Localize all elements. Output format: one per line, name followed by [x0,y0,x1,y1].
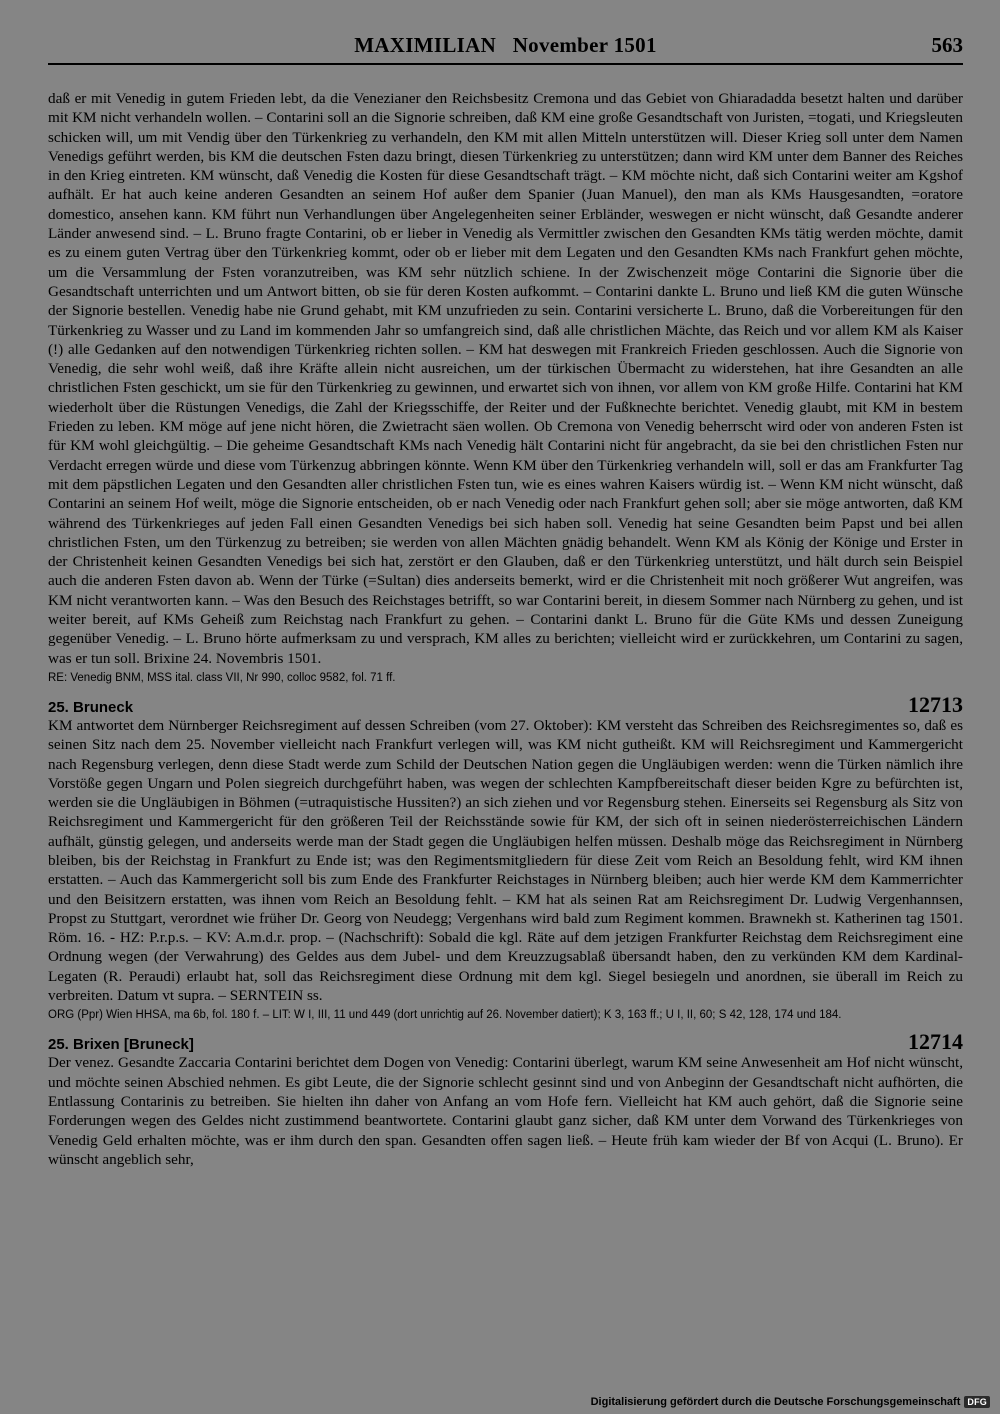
entry-text: KM antwortet dem Nürnberger Reichsregiment auf dessen Schreiben (vom 27. Oktober): KM versteht das Schreiben des Reichsregimentes so, daß es seinen Sitz nach dem 25. November vielleicht nach Frankfurt verlegen will, was KM nicht gutheißt. KM will Reichsregiment und Kammergericht nach Regensburg verlegen, denn diese Stadt werde zum Schild der Deutschen Nation gegen die Ungläubigen werden: wenn die Türken nämlich ihre Vorstöße gegen Ungarn und Polen siegreich durchgeführt haben, was wegen der schlechten Kampfbereitschaft dieser beiden Kgre zu befürchten ist, werden sie die Ungläubigen in Böhmen (=utraquistische Hussiten?) an sich ziehen und vor Regensburg stehen. Einerseits sei Regensburg als Sitz von Reichsregiment und Kammergericht für den größeren Teil der Reichsstände sowie für KM, der sich oft in seinen niederösterreichischen Ländern aufhält, günstig gelegen, und anderseits werde man der Stadt gegen die Ungläubigen helfen müssen. Deshalb möge das Reichsregiment in Nürnberg bleiben, bis der Reichstag in Frankfurt zu Ende ist; was den Regimentsmitgliedern für diese Zeit vom Reich an Besoldung fehlt, wird KM ihnen erstatten. – Auch das Kammergericht soll bis zum Ende des Frankfurter Reichstages in Nürnberg bleiben; auch hier werde KM dem Kammerrichter und den Beisitzern erstatten, was ihnen vom Reich an Besoldung fehlt. – KM hat als seinen Rat am Reichsregiment Dr. Ludwig Vergenhannsen, Propst zu Stuttgart, verordnet wie früher Dr. Georg von Neudegg; Vergenhans wird bald zum Regiment kommen. Brawnekh st. Katherinen tag 1501. Röm. 16. - HZ: P.r.p.s. – KV: A.m.d.r. prop. – (Nachschrift): Sobald die kgl. Räte auf dem jetzigen Frankfurter Reichstag dem Reichsregiment eine Ordnung wegen (der Verwahrung) des Geldes aus dem Jubel- und dem Kreuzzugsablaß übersandt haben, den zu verkünden KM dem Kardinal-Legaten (R. Peraudi) erlaubt hat, soll das Reichsregiment diese Ordnung mit dem kgl. Siegel besiegeln und anordnen, sie überall im Reich zu verbreiten. Datum vt supra. – SERNTEIN ss. [48,716,963,1005]
entry-header [48,691,963,717]
page-header [48,33,963,65]
entry-date: 25. Brixen [Bruneck] [48,1036,194,1054]
entry-date: 25. Bruneck [48,698,134,716]
dfg-logo: DFG [964,1396,990,1408]
footer [591,1396,990,1408]
entry-number: 12713 [908,691,963,717]
entry-text: Der venez. Gesandte Zaccaria Contarini berichtet dem Dogen von Venedig: Contarini überlegt, warum KM seine Anwesenheit am Hof nicht wünscht, und möchte seinen Abschied nehmen. Es gibt Leute, die der Signorie schlecht gesinnt sind und von Anbeginn der Gesandtschaft nicht aufhörten, die Entlassung Contarinis zu betreiben. Sie hielten ihn daher von Anfang an vom Hofe fern. Vielleicht hat KM auch gehört, daß die Signorie seine Forderungen wegen des Geldes nicht zustimmend beantwortete. Contarini glaubt ganz sicher, daß KM unter dem Vorwand des Türkenkrieges von Venedig Geld erhalten möchte, was er ihm durch den span. Gesandten offen sagen ließ. – Heute früh kam wieder der Bf von Acqui (L. Bruno). Er wünscht angeblich sehr, [48,1054,963,1168]
source-note: RE: Venedig BNM, MSS ital. class VII, Nr 990, colloc 9582, fol. 71 ff. [48,671,396,684]
entry-header [48,1029,963,1055]
funding-credit: Digitalisierung gefördert durch die Deutsche Forschungsgemeinschaft [590,1396,961,1408]
page-number: 563 [931,33,963,57]
entry-12713 [48,691,963,1023]
entry-12714 [48,1029,963,1169]
page-content [48,89,963,1169]
continuation-text: daß er mit Venedig in gutem Frieden lebt, da die Venezianer den Reichsbesitz Cremona und das Gebiet von Ghiaradadda besetzt halten und darüber mit KM nicht verhandeln wollen. – Contarini soll an die Signorie schreiben, daß KM eine große Gesandtschaft von Juristen, =togati, und Kriegsleuten schicken will, um mit Vendig über den Türkenkrieg zu verhandeln, den KM mit allen Mitteln unterstützen will. Dieser Krieg soll unter dem Namen Venedigs geführt werden, bis KM die deutschen Fsten dazu bringt, diesen Türkenkrieg zu unterstützen; dann wird KM unter dem Banner des Reiches in den Krieg eintreten. KM wünscht, daß Venedig die Kosten für diese Gesandtschaft trägt. – KM möchte nicht, daß sich Contarini weiter am Kgshof aufhält. Er hat auch keine anderen Gesandten an seinem Hof außer dem Spanier (Juan Manuel), den man als KMs Hausgesandten, =oratore domestico, ansehen kann. KM führt nun Verhandlungen über Angelegenheiten seiner Erbländer, weswegen er nicht wünscht, daß Gesandte anderer Länder anwesend sind. – L. Bruno fragte Contarini, ob er lieber in Venedig als Vermittler zwischen den Gesandten KMs tätig werden möchte, damit es zu einem guten Vertrag über den Türkenkrieg kommt, oder ob er lieber mit dem Legaten und den Gesandten KMs nach Frankfurt gehen möchte, um die Versammlung der Fsten voranzutreiben, was KM sehr nützlich schiene. In der Zwischenzeit möge Contarini die Signorie über die Gesandtschaft unterrichten und um Antwort bitten, ob sie für deren Kosten aufkommt. – Contarini dankte L. Bruno und ließ KM die guten Wünsche der Signorie bestellen. Venedig habe nie Grund gehabt, mit KM unzufrieden zu sein. Contarini versicherte L. Bruno, daß die Vorbereitungen für den Türkenkrieg zu Wasser und zu Land im kommenden Jahr so umfangreich sind, daß alle christlichen Mächte, das Reich und vor allem KM als Kaiser (!) alle Gedanken auf den notwendigen Türkenkrieg richten sollen. – KM hat deswegen mit Frankreich Frieden geschlossen. Auch die Signorie von Venedig, die sehr wohl weiß, daß ihre Kräfte allein nicht ausreichen, um der türkischen Übermacht zu widerstehen, hat ihre Gesandten an alle christlichen Fsten geschickt, um sie für den Türkenkrieg zu gewinnen, und erwartet sich von ihnen, vor allem von KM große Hilfe. Contarini hat KM wiederholt über die Rüstungen Venedigs, die Zahl der Kriegsschiffe, der Reiter und der Fußknechte berichtet. Venedig glaubt, mit KM in bestem Frieden zu leben. KM möge auf jene nicht hören, die Zwietracht säen wollen. Ob Cremona von Venedig beherrscht wird oder von anderen Fsten ist für KM wohl gleichgültig. – Die geheime Gesandtschaft KMs nach Venedig hält Contarini nicht für angebracht, da sie bei den christlichen Fsten nur Verdacht erregen würde und diese vom Türkenzug abbringen könnte. Wenn KM über den Türkenkrieg verhandeln will, soll er das am Frankfurter Tag mit dem päpstlichen Legaten und den Gesandten aller christlichen Fsten tun, wie es eines wahren Kaisers würdig ist. – Wenn KM nicht wünscht, daß Contarini an seinem Hof weilt, möge die Signorie entscheiden, ob er nach Venedig oder nach Frankfurt gehen soll; aber sie möge antworten, daß KM während des Türkenkrieges auf jeden Fall einen Gesandten Venedigs bei sich haben soll. Venedig hat seine Gesandten beim Papst und bei allen christlichen Fsten, um den Türkenzug zu betreiben; sie werden von allen Mächten gnädig behandelt. Wenn KM als König der Könige und Erster in der Christenheit keinen Gesandten Venedigs bei sich hat, zerstört er den Glauben, daß er den Türkenkrieg unterstützt, und hält durch sein Beispiel auch die anderen Fsten davon ab. Wenn der Türke (=Sultan) dies anderseits bemerkt, wird er die Christenheit mit noch größerer Wut angreifen, was KM nicht verantworten kann. – Was den Besuch des Reichstages betrifft, so war Contarini bereit, in diesem Sommer nach Nürnberg zu gehen, und ist weiter bereit, auf KMs Geheiß zum Reichstag nach Frankfurt zu gehen. – Contarini dankt L. Bruno für die Güte KMs und dessen Zuneigung gegenüber Venedig. – L. Bruno hörte aufmerksam zu und versprach, KM alles zu berichten; vielleicht wird er zurückkehren, um Contarini zu sagen, was er tun soll. Brixine 24. Novembris 1501. [48,90,963,667]
running-title: MAXIMILIAN November 1501 [354,33,657,57]
entry-number: 12714 [908,1029,963,1055]
source-note: ORG (Ppr) Wien HHSA, ma 6b, fol. 180 f. – LIT: W I, III, 11 und 449 (dort unrichtig auf 26. November datiert); K 3, 163 ff.; U I, II, 60; S 42, 128, 174 und 184. [48,1009,842,1022]
